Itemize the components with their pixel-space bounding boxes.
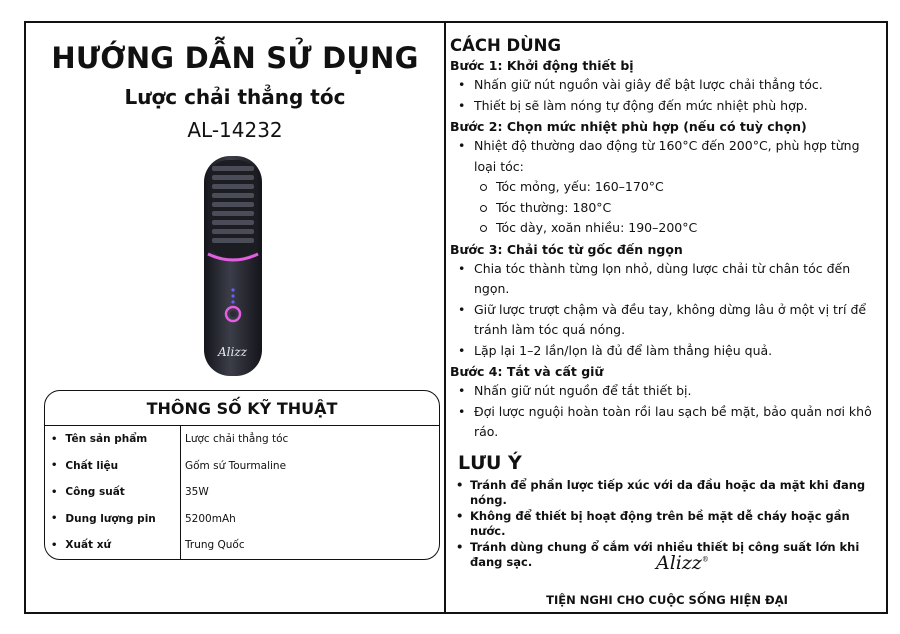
brand-slogan: TIỆN NGHI CHO CUỘC SỐNG HIỆN ĐẠI [546,593,788,607]
list-item: • Nhấn giữ nút nguồn để tắt thiết bị. [450,381,882,402]
spec-value: Lược chải thẳng tóc [185,433,289,446]
list-item: • Lặp lại 1–2 lần/lọn là đủ để làm thẳng hiệu quả. [450,341,882,362]
spec-key: • Dung lượng pin [45,506,181,533]
hair-straightener-brush-image [184,150,284,380]
spec-key: • Xuất xứ [45,532,181,559]
list-item: • Nhấn giữ nút nguồn vài giây để bật lược chải thẳng tóc. [450,75,882,96]
step-list [450,136,882,177]
spec-key: • Tên sản phẩm [45,426,181,453]
specifications-heading: THÔNG SỐ KỸ THUẬT [45,391,439,426]
usage-section [450,36,882,571]
spec-row [45,426,439,453]
list-item: • Thiết bị sẽ làm nóng tự động đến mức nhiệt phù hợp. [450,96,882,117]
note-item: • Tránh để phần lược tiếp xúc với da đầu hoặc da mặt khi đang nóng. [450,478,882,509]
spec-value: 5200mAh [185,512,236,525]
spec-value: Trung Quốc [185,539,245,552]
list-item: • Đợi lược nguội hoàn toàn rồi lau sạch bề mặt, bảo quản nơi khô ráo. [450,402,882,443]
spec-row [45,453,439,480]
step-list [450,381,882,443]
usage-heading: CÁCH DÙNG [450,36,561,55]
note-item: • Tránh dùng chung ổ cắm với nhiều thiết bị công suất lớn khi đang sạc. [450,540,882,571]
spec-value: Gốm sứ Tourmaline [185,459,287,472]
step-title: Bước 3: Chải tóc từ gốc đến ngọn [450,241,683,257]
specifications-table [44,390,440,560]
registered-mark: ® [701,555,709,564]
note-item: • Không để thiết bị hoạt động trên bề mặt dễ cháy hoặc gần nước. [450,509,882,540]
spec-value: 35W [185,486,209,499]
temperature-sublist [450,177,882,239]
sub-list-item: Tóc mỏng, yếu: 160–170°C [450,177,882,198]
step-title: Bước 1: Khởi động thiết bị [450,58,634,73]
step-list [450,75,882,116]
notes-heading: LƯU Ý [458,451,522,474]
brand-logo [656,552,709,574]
spec-row [45,506,439,533]
step-title: Bước 2: Chọn mức nhiệt phù hợp (nếu có tuỳ chọn) [450,119,807,134]
model-number: AL-14232 [187,118,283,142]
sub-list-item: Tóc thường: 180°C [450,198,882,219]
list-item: • Nhiệt độ thường dao động từ 160°C đến 200°C, phù hợp từng loại tóc: [450,136,882,177]
spec-key: • Chất liệu [45,453,181,480]
list-item: • Giữ lược trượt chậm và đều tay, không dừng lâu ở một vị trí để tránh làm tóc quá nóng. [450,300,882,341]
manual-title: HƯỚNG DẪN SỬ DỤNG [51,41,419,75]
brand-name: Alizz [656,552,702,574]
spec-row [45,532,439,559]
product-name: Lược chải thẳng tóc [124,85,346,109]
spec-row [45,479,439,506]
column-divider [444,21,446,614]
product-brand-logo: Alizz [218,345,247,359]
step-title: Bước 4: Tắt và cất giữ [450,364,604,379]
list-item: • Chia tóc thành từng lọn nhỏ, dùng lược chải từ chân tóc đến ngọn. [450,259,882,300]
sub-list-item: Tóc dày, xoăn nhiều: 190–200°C [450,218,882,239]
step-list [450,259,882,362]
spec-key: • Công suất [45,479,181,506]
